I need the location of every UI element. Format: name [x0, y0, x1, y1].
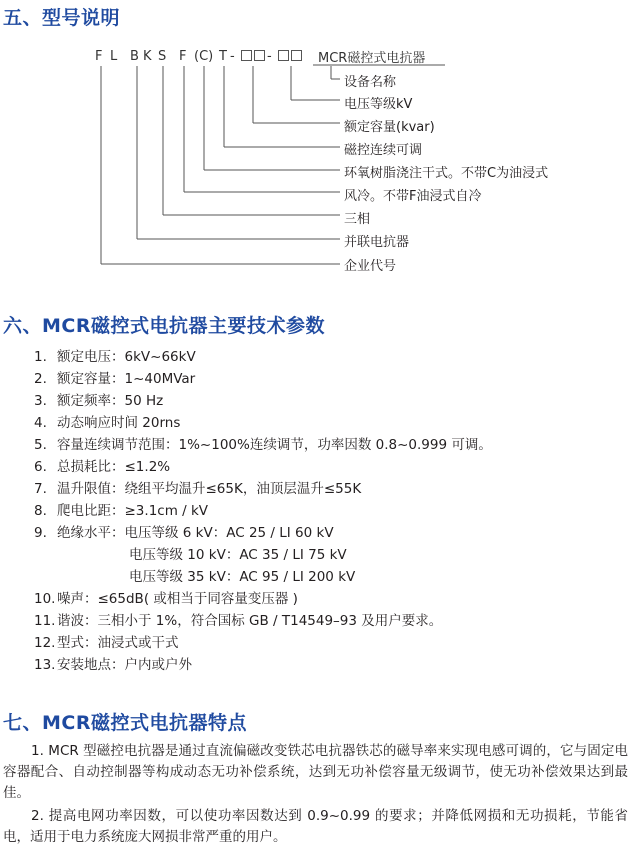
label-company-code: 企业代号 [344, 259, 397, 274]
placeholder-box [241, 50, 252, 61]
voltage-boxes [277, 49, 303, 64]
list-item: 12. 型式：油浸式或干式 [34, 635, 179, 651]
section7-title: 七、MCR磁控式电抗器特点 [3, 712, 247, 734]
code-k: K [143, 49, 152, 64]
label-magnetic: 磁控连续可调 [344, 143, 423, 158]
code-c: (C) [194, 49, 214, 64]
list-item: 5. 容量连续调节范围：1%~100%连续调节，功率因数 0.8~0.999 可调。 [34, 437, 492, 453]
model-code-diagram [0, 0, 629, 300]
code-f: F [95, 49, 103, 64]
list-item: 11. 谐波：三相小于 1%，符合国标 GB / T14549–93 及用户要求。 [34, 613, 443, 629]
label-device-name: 设备名称 [344, 75, 397, 90]
section5-title: 五、型号说明 [3, 7, 121, 29]
head-label: MCR磁控式电抗器 [318, 51, 426, 66]
placeholder-box [254, 50, 265, 61]
code-dash2: - [267, 49, 272, 64]
list-item: 3. 额定频率：50 Hz [34, 393, 164, 409]
list-item: 7. 温升限值：绕组平均温升≤65K，油顶层温升≤55K [34, 481, 362, 497]
code-b: B [130, 49, 139, 64]
feature-paragraph-1: 1. MCR 型磁控电抗器是通过直流偏磁改变铁芯电抗器铁芯的磁导率来实现电感可调的，它与固定电容器配合、自动控制器等构成动态无功补偿系统，达到无功补偿容量无级调节，使无功补偿效果达到最佳。 [3, 743, 628, 801]
placeholder-box [291, 50, 302, 61]
placeholder-box [278, 50, 289, 61]
list-item: 9. 绝缘水平：电压等级 6 kV：AC 25 / LI 60 kV [34, 525, 334, 541]
label-three-phase: 三相 [344, 212, 371, 227]
insulation-line: 电压等级 35 kV：AC 95 / LI 200 kV [129, 569, 356, 585]
feature-paragraph-2: 2. 提高电网功率因数，可以使功率因数达到 0.9~0.99 的要求；并降低网损和无功损耗，节能省电，适用于电力系统庞大网损非常严重的用户。 [3, 808, 628, 845]
label-shunt-reactor: 并联电抗器 [344, 235, 410, 250]
label-epoxy: 环氧树脂浇注干式。不带C为油浸式 [344, 166, 549, 181]
insulation-line: 电压等级 10 kV：AC 35 / LI 75 kV [129, 547, 347, 563]
list-item: 10. 噪声：≤65dB( 或相当于同容量变压器 ) [34, 591, 298, 607]
code-dash1: - [230, 49, 235, 64]
code-f2: F [179, 49, 187, 64]
list-item: 6. 总损耗比：≤1.2% [34, 459, 171, 475]
list-item: 1. 额定电压：6kV~66kV [34, 349, 196, 365]
section6-title: 六、MCR磁控式电抗器主要技术参数 [3, 315, 325, 337]
list-item: 13. 安装地点：户内或户外 [34, 657, 192, 673]
capacity-boxes [240, 49, 266, 64]
code-t: T [219, 49, 227, 64]
list-item: 2. 额定容量：1~40MVar [34, 371, 196, 387]
list-item: 8. 爬电比距：≥3.1cm / kV [34, 503, 209, 519]
label-voltage: 电压等级kV [344, 97, 413, 112]
label-air-cooled: 风冷。不带F油浸式自冷 [344, 189, 482, 204]
code-l: L [110, 49, 118, 64]
label-capacity: 额定容量(kvar) [344, 120, 435, 135]
code-s: S [158, 49, 167, 64]
list-item: 4. 动态响应时间 20rns [34, 415, 181, 431]
